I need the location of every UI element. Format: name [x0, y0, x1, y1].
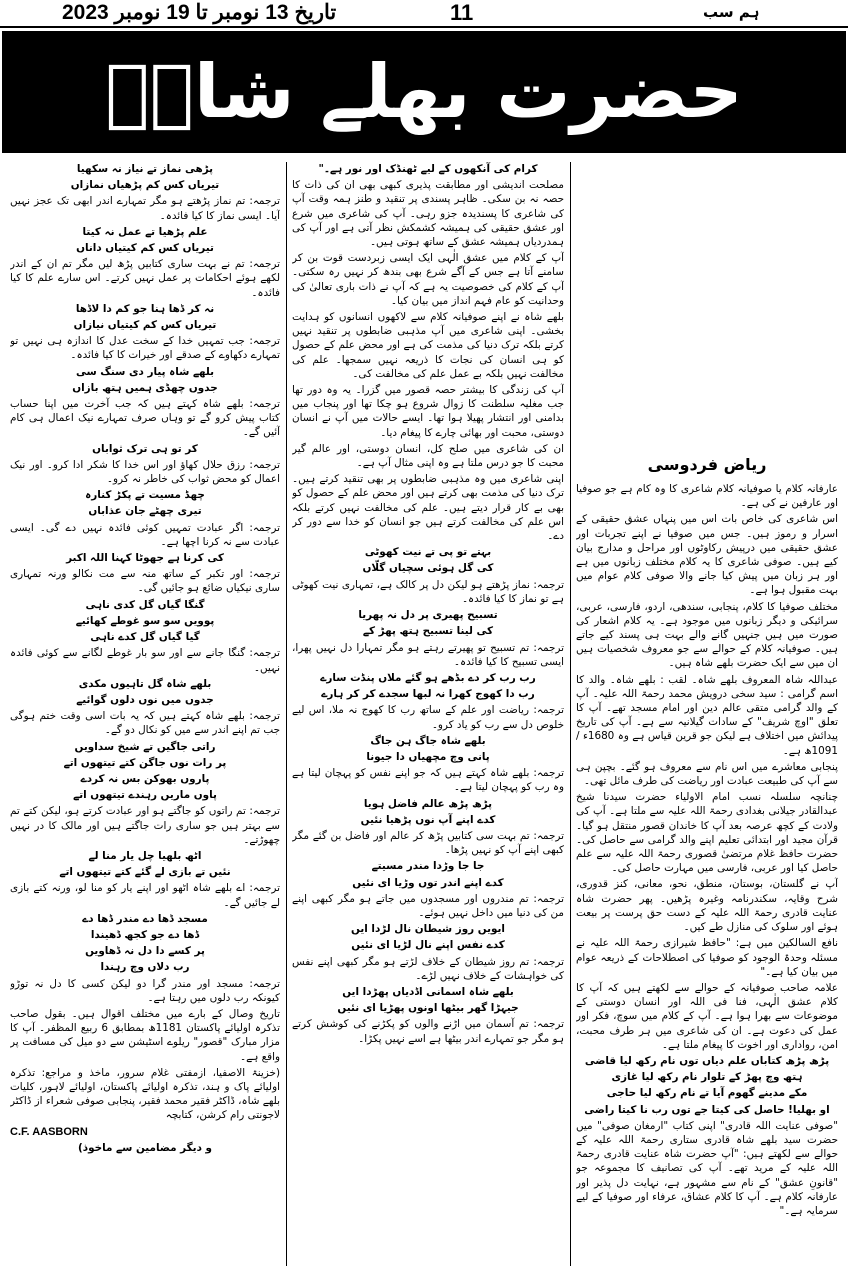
article-paragraph: ترجمہ: اگر عبادت تمہیں کوئی فائدہ نہیں دے گی۔ ایسی عبادت سے نہ کرنا اچھا ہے۔: [10, 521, 280, 548]
article-paragraph: ترجمہ: اور تکبر کے ساتھ منہ سے مت نکالو ورنہ تمہاری ساری نیکیاں ضائع ہو جائیں گی۔: [10, 568, 280, 595]
page-number: 11: [450, 0, 474, 25]
article-paragraph: پر کسے دا دل نہ ڈھاویں: [85, 945, 205, 958]
article-paragraph: "صوفی عنایت اللہ قادری" اپنی کتاب "ارمغان صوفی" میں حضرت سید بلھے شاہ قادری ستاری رحمۃ اللہ علیہ کے حوالے سے لکھتے ہیں: "آپ حضرت شاہ عنایت قادری رحمۃ اللہ علیہ کے مرید تھے۔ آپ کی تصانیف کا مجموعہ جو "قانونِ عشق" کے نام سے مشہور ہے، نہایت دل پذیر اور عارفانہ کلام ہے۔ آپ کا کلام عشاق، عرفاء اور صوفیا کے لیے سرمایہ ہے۔": [576, 1119, 838, 1217]
article-paragraph: کر تو ہی ترک ثواباں: [92, 442, 198, 455]
article-paragraph: نافع السالکین میں ہے: "حافظ شیرازی رحمۃ اللہ علیہ نے مسئلہ وحدۃ الوجود کو صوفیا کی اصطلاحات کے ذریعہ عوام میں بیان کیا ہے۔": [576, 937, 838, 978]
article-paragraph: رب دلاں وچ رہندا: [100, 961, 190, 974]
article-paragraph: تیریاں کس کم کیتیاں نیازاں: [73, 319, 217, 332]
article-paragraph: نہ کر ڈھا ہنا جو کم دا لاڈھا: [75, 302, 215, 315]
article-paragraph: پاروں بھوکن بس نہ کردے: [80, 772, 210, 785]
article-paragraph: آپ کی زندگی کا بیشتر حصہ قصور میں گزرا۔ یہ وہ دور تھا جب مغلیہ سلطنت کا زوال شروع ہو چکا تھا اور پنجاب میں بدامنی اور انتشار پھیلا ہوا تھا۔ ایسے حالات میں آپ نے انسان دوستی، محبت اور بھائی چارے کا پیغام دیا۔: [292, 384, 564, 439]
article-paragraph: ترجمہ: جب تمہیں خدا کے سخت عدل کا اندازہ ہی نہیں تو تمہارے دکھاوے کے صدقے اور خیرات کا کیا فائدہ۔: [10, 335, 280, 362]
article-paragraph: کی کرنا ہے جھوٹا کہنا اللہ اکبر: [66, 552, 224, 565]
article-paragraph: ترجمہ: تم نے بہت ساری کتابیں پڑھ لیں مگر تم ان کے اندر لکھے ہوئے احکامات پر عمل نہیں کرتے۔ اس سارے علم کا کیا فائدہ۔: [10, 258, 280, 299]
article-paragraph: نئیں تے بازی لے گئے کتے تیتھوں اتے: [59, 866, 231, 879]
article-paragraph: ترجمہ: نماز پڑھتے ہو لیکن دل پر کالک ہے، تمہاری نیت کھوٹی ہے تو نماز کا کیا فائدہ۔: [292, 578, 564, 605]
article-paragraph: تیری چھٹے جان عذاباں: [88, 505, 202, 518]
article-paragraph: ان کی شاعری میں صلح کل، انسان دوستی، اور عالم گیر محبت کا جو درس ملتا ہے وہ اپنی مثال آپ ہے۔: [292, 442, 564, 470]
article-paragraph: ترجمہ: تم نماز پڑھتے ہو مگر تمہارے اندر ابھی تک عجز نہیں آیا۔ ایسی نماز کا کیا فائدہ۔: [10, 195, 280, 222]
article-paragraph: اپنی شاعری میں وہ مذہبی ضابطوں پر بھی تنقید کرتے ہیں۔ ترک دنیا کی مذمت بھی کرتے ہیں اور محض علم کے حصول کو بھی بے کار قرار دیتے ہیں۔ علم کی مخالفت نہیں کرتے بلکہ اس علم کی مخالفت کرتے ہیں جو انسان کو خدا سے دور کر دے۔: [292, 473, 564, 543]
article-paragraph: ڈھا دے جو کجھ ڈھیندا: [90, 928, 200, 941]
article-paragraph: گیا گیاں گل کدے ناہی: [90, 631, 200, 644]
article-paragraph: ترجمہ: تم بہت سی کتابیں پڑھ کر عالم اور فاضل بن گئے مگر کبھی اپنے آپ کو نہیں پڑھا۔: [292, 829, 564, 857]
article-paragraph: کی لینا تسبیح ہتھ پھڑ کے: [362, 625, 494, 638]
article-paragraph: ترجمہ: بلھے شاہ کہتے ہیں کہ جب آخرت میں اپنا حساب کتاب پیش کرو گے تو وہاں صرف تمہارے نیک اعمال ہی کام آئیں گے۔: [10, 398, 280, 439]
article-paragraph: تسبیح پھیری پر دل نہ پھریا: [358, 609, 498, 622]
article-paragraph: بلھے شاہ پیار دی سنگ سی: [75, 365, 215, 378]
article-paragraph: پوویں سو سو غوطے کھائیے: [75, 614, 215, 627]
article-paragraph: ترجمہ: تم مندروں اور مسجدوں میں جاتے ہو مگر کبھی اپنے من کی دنیا میں داخل نہیں ہوئے۔: [292, 892, 564, 919]
article-paragraph: او بھلیا! حاصل کی کیتا جے توں رب نا کیتا راضی: [584, 1103, 830, 1116]
article-column-middle: [292, 162, 564, 1266]
article-title: حضرت بھلے شاہؒ: [105, 49, 743, 135]
article-paragraph: C.F. AASBORN: [10, 1125, 88, 1138]
article-paragraph: چھڈ مسیت تے پکڑ کنارہ: [85, 489, 205, 502]
masthead-bar: [0, 0, 848, 28]
article-paragraph: پر رات نوں جاگن کتے تیتھوں اتے: [63, 756, 227, 769]
article-paragraph: مسجد ڈھا دے مندر ڈھا دے: [82, 912, 208, 925]
article-paragraph: بلھے شاہ گل تاہیوں مکدی: [78, 677, 212, 690]
article-paragraph: ترجمہ: تم تسبیح تو پھیرتے رہتے ہو مگر تمہارا دل نہیں پھرا، ایسی تسبیح کا کیا فائدہ۔: [292, 641, 564, 668]
article-paragraph: چنانچہ سلسلہ نسب امام الاولیاء حضرت سیدنا شیخ عبدالقادر جیلانی بغدادی رحمۃ اللہ علیہ سے ملتا ہے۔ آپ کی ولادت کے کچھ عرصہ بعد آپ کا خاندان قصور منتقل ہو گیا۔ قرآن مجید اور ابتدائی تعلیم اپنے والد گرامی سے حاصل کی۔ حضرت حافظ غلام مرتضیٰ قصوری رحمۃ اللہ علیہ سے علم حاصل کیا اور عربی، فارسی میں مہارت حاصل کی۔: [576, 791, 838, 875]
article-paragraph: ترجمہ: تم آسمان میں اڑنے والوں کو پکڑنے کی کوشش کرتے ہو مگر جو تمہارے اندر بیٹھا ہے اسے نہیں پکڑا۔: [292, 1018, 564, 1045]
byline: ریاض فردوسی: [647, 455, 767, 474]
article-paragraph: اس شاعری کی خاص بات اس میں پنہاں عشق حقیقی کے اسرار و رموز ہیں۔ جس میں صوفیا نے اپنے تجربات اور عشق حقیقی میں درپیش رکاوٹوں اور مراحل و مدارج بیان کیے ہیں۔ صوفی شاعری کا یہ کلام مختلف زبانوں میں ہے اور ہر زبان میں پیش کیا جانے والا صوفی کلام عوام میں بہت مقبول ہوا ہے۔: [576, 513, 838, 597]
title-banner: [2, 31, 846, 153]
article-paragraph: جیہڑا گھر بیٹھا اونوں پھڑیا ای نئیں: [337, 1002, 519, 1015]
issue-date: تاریخ 13 نومبر تا 19 نومبر 2023: [62, 1, 337, 24]
article-paragraph: جدوں میں نوں دلوں گوائیے: [76, 693, 214, 706]
article-paragraph: پاوں ماریں رہندے تیتھوں اتے: [73, 789, 217, 802]
article-paragraph: کدے نفس اپنے نال لڑیا ای نئیں: [351, 939, 505, 952]
article-paragraph: پڑھ پڑھ کتاباں علم دیاں توں نام رکھ لیا قاضی: [584, 1054, 830, 1067]
article-paragraph: راتی جاگیں تے شیخ سداویں: [74, 740, 216, 753]
article-paragraph: ترجمہ: رزق حلال کھاؤ اور اس خدا کا شکر ادا کرو۔ اور نیک اعمال کو محض ثواب کی خاطر نہ کرو۔: [10, 458, 280, 486]
article-paragraph: تیریاں کس کم کیتیاں داناں: [76, 242, 214, 255]
article-paragraph: آپ نے گلستان، بوستان، منطق، نحو، معانی، کنز قدوری، شرح وقایہ، سکندرنامہ وغیرہ پڑھیں۔ پھر حضرت شاہ عنایت قادری رحمۃ اللہ علیہ کے دست حق پرست پر بیعت ہوئے اور سلوک کی منازل طے کیں۔: [576, 878, 838, 934]
article-paragraph: مکے مدینے گھوم آیا تے نام رکھ لیا حاجی: [606, 1087, 808, 1100]
article-paragraph: پڑھی نماز تے نیاز نہ سکھیا: [76, 163, 214, 175]
article-paragraph: ترجمہ: اے بلھے شاہ اٹھو اور اپنے یار کو منا لو، ورنہ کتے بازی لے جائیں گے۔: [10, 882, 280, 909]
article-paragraph: گنگا گیاں گل کدی ناہی: [85, 598, 205, 611]
article-paragraph: جدوں چھڈی ہمیں ہتھ بازاں: [72, 381, 218, 394]
article-paragraph: بلھے شاہ اسمانی اڈدیاں پھڑدا ایں: [342, 985, 514, 998]
article-paragraph: بلھے شاہ جاگ ہن جاگ: [370, 734, 486, 747]
article-paragraph: بلھے شاہ نے اپنے صوفیانہ کلام سے لاکھوں انسانوں کو ہدایت بخشی۔ اپنی شاعری میں آپ مذہبی ضابطوں پر تنقید نہیں کرتے بلکہ ترک دنیا کی مذمت کی ہے اور محض علم کے حصول کو ہی انسان کی نجات کا ذریعہ نہیں سمجھا۔ علم کی مخالفت نہیں بلکہ بے عمل علم کی مخالفت کی۔: [292, 311, 564, 380]
article-paragraph: علامہ صاحب صوفیانہ کے حوالے سے لکھتے ہیں کہ آپ کا کلام عشق الٰہی، فنا فی اللہ اور انسان دوستی کے موضوعات سے بھرا ہوا ہے۔ آپ کے کلام میں سوچ، فکر اور عمل کی دعوت ہے۔ ان کی شاعری میں ہر طرف محبت، امن، رواداری اور اخوت کا پیغام ملتا ہے۔: [576, 981, 838, 1051]
article-paragraph: عارفانہ کلام یا صوفیانہ کلام شاعری کا وہ کام ہے جو صوفیا اور عارفین نے کی ہے۔: [576, 483, 838, 510]
article-paragraph: کرام کی آنکھوں کے لیے ٹھنڈک اور نور ہے۔": [318, 163, 538, 175]
article-paragraph: ہتھ وچ پھڑ کے تلوار نام رکھ لیا غازی: [611, 1071, 803, 1084]
column-divider: [570, 162, 571, 1266]
article-paragraph: پنجابی معاشرے میں اس نام سے معروف ہو گئے۔ بچپن ہی سے آپ کی طبیعت عبادت اور ریاضت کی طرف مائل تھی۔: [576, 760, 838, 788]
publication-logo: ہم سب: [703, 3, 760, 21]
article-paragraph: اٹھ بلھیا چل یار منا لے: [88, 849, 202, 862]
article-paragraph: کدے اپنے اندر توں وڑیا ای نئیں: [352, 876, 504, 889]
article-paragraph: ایویں روز شیطان نال لڑدا ایں: [351, 923, 505, 936]
column-divider: [286, 162, 287, 1266]
article-paragraph: ترجمہ: مسجد اور مندر گرا دو لیکن کسی کا دل نہ توڑو کیونکہ رب دلوں میں رہتا ہے۔: [10, 977, 280, 1004]
article-paragraph: تیریاں کس کم پڑھیاں نمازاں: [70, 179, 220, 192]
article-paragraph: مصلحت اندیشی اور مطابقت پذیری کبھی بھی ان کی ذات کا حصہ نہ بن سکی۔ ظاہر پسندی پر تنقید و طنز ہمہ وقت آپ کی شاعری کا پسندیدہ جزو رہی۔ آپ کی شاعری میں شرع اور عشق حقیقی کی ہمیشہ کشمکش نظر آتی ہے اور آپ کی ہمدردیاں ہمیشہ عشق کے ساتھ ہوتی ہیں۔: [292, 179, 564, 249]
article-paragraph: جا جا وڑدا مندر مسیتے: [371, 860, 485, 873]
article-column-right: [576, 162, 838, 1266]
article-paragraph: (خزینۃ الاصفیا، ازمفتی غلام سرور، ماخذ و مراجع: تذکرہ اولیائے پاک و ہند، تذکرہ اولیائے پاکستان، اولیائے لاہور، کلیات بلھے شاہ، ڈاکٹر فقیر محمد فقیر، پنجابی صوفی شعراء از ڈاکٹر لاجونتی رام کرشن، کتابچہ: [10, 1066, 280, 1122]
article-paragraph: مختلف صوفیا کا کلام، پنجابی، سندھی، اردو، فارسی، عربی، سرائیکی و دیگر زبانوں میں موجود ہے۔ یہ کلام اشعار کی صورت میں ہیں جنہیں گانے والے بہت ہی پسند کیے جاتے ہیں۔ صوفیانہ کلام کے حوالے سے جو معروف شخصیات ہیں ان میں سے ایک حضرت بلھے شاہ ہیں۔: [576, 600, 838, 670]
article-paragraph: علم پڑھیا تے عمل نہ کیتا: [82, 225, 208, 238]
article-paragraph: ترجمہ: بلھے شاہ کہتے ہیں کہ جو اپنے نفس کو پہچان لیتا ہے وہ رب کو پہچان لیتا ہے۔: [292, 767, 564, 794]
article-paragraph: پڑھ پڑھ عالم فاضل ہویا: [363, 797, 493, 810]
article-paragraph: آپ کے کلام میں عشق الٰہی ایک ایسی زبردست قوت بن کر سامنے آتا ہے جس کے آگے شرع بھی بندھ کر نہیں رہ سکتی۔ آپ کے کلام کی خصوصیت یہ ہے کہ آپ نے ذات باری تعالیٰ کی وحدانیت کو عام فہم انداز میں بیان کیا۔: [292, 252, 564, 307]
article-paragraph: رب رب کر دے بڈھے ہو گئے ملاں پنڈت سارے: [320, 671, 536, 684]
article-paragraph: عبداللہ شاہ المعروف بلھے شاہ۔ لقب : بلھے شاہ۔ والد کا اسم گرامی : سید سخی درویش محمد رحمۃ اللہ علیہ۔ آپ کے والد گرامی متقی عالم دین اور امام مسجد تھے۔ آپ کا تعلق "اوچ شریف" کے سادات گیلانیہ سے ہے۔ آپ کی تاریخ پیدائش میں اختلاف ہے لیکن جو قرین قیاس ہے وہ 1680ء / 1091ھ ہے۔: [576, 673, 838, 757]
article-paragraph: پانی وچ مچھیاں دا جیونا: [366, 750, 490, 763]
article-paragraph: ترجمہ: گنگا جانے سے اور سو بار غوطے لگانے سے کوئی فائدہ نہیں۔: [10, 647, 280, 674]
article-paragraph: ترجمہ: تم راتوں کو جاگتے ہو اور عبادت کرتے ہو، لیکن کتے تم سے بہتر ہیں جو ساری رات جاگتے ہیں اور مالک کا در نہیں چھوڑتے۔: [10, 805, 280, 846]
article-paragraph: کی گل ہوئی سچیاں گلّاں: [362, 562, 494, 575]
article-paragraph: تاریخ وصال کے بارے میں مختلف اقوال ہیں۔ بقول صاحب تذکرہ اولیائے پاکستان 1181ھ بمطابق 6 ربیع المظفر۔ آپ کا مزار مبارک "قصور" ریلوے اسٹیشن سے دو میل کی مسافت پر واقع ہے۔: [10, 1007, 280, 1063]
article-column-left: [10, 162, 280, 1266]
article-paragraph: ترجمہ: بلھے شاہ کہتے ہیں کہ یہ بات اسی وقت ختم ہوگی جب تم اپنے اندر سے میں کو نکال دو گے۔: [10, 710, 280, 737]
article-paragraph: کدے اپنے آپ نوں پڑھیا نئیں: [360, 813, 496, 826]
article-paragraph: ترجمہ: ریاضت اور علم کے ساتھ رب کا کھوج نہ ملا، اس لیے خلوص دل سے رب کو یاد کرو۔: [292, 704, 564, 731]
article-paragraph: بہتے تو پی تے نیت کھوٹی: [364, 546, 492, 559]
article-paragraph: و دیگر مضامین سے ماخوذ): [78, 1141, 212, 1154]
article-paragraph: رب دا کھوج کھرا نہ لبھا سجدے کر کر ہارے: [321, 688, 535, 701]
article-paragraph: ترجمہ: تم روز شیطان کے خلاف لڑتے ہو مگر کبھی اپنے نفس کی خواہشات کے خلاف نہیں لڑے۔: [292, 955, 564, 982]
